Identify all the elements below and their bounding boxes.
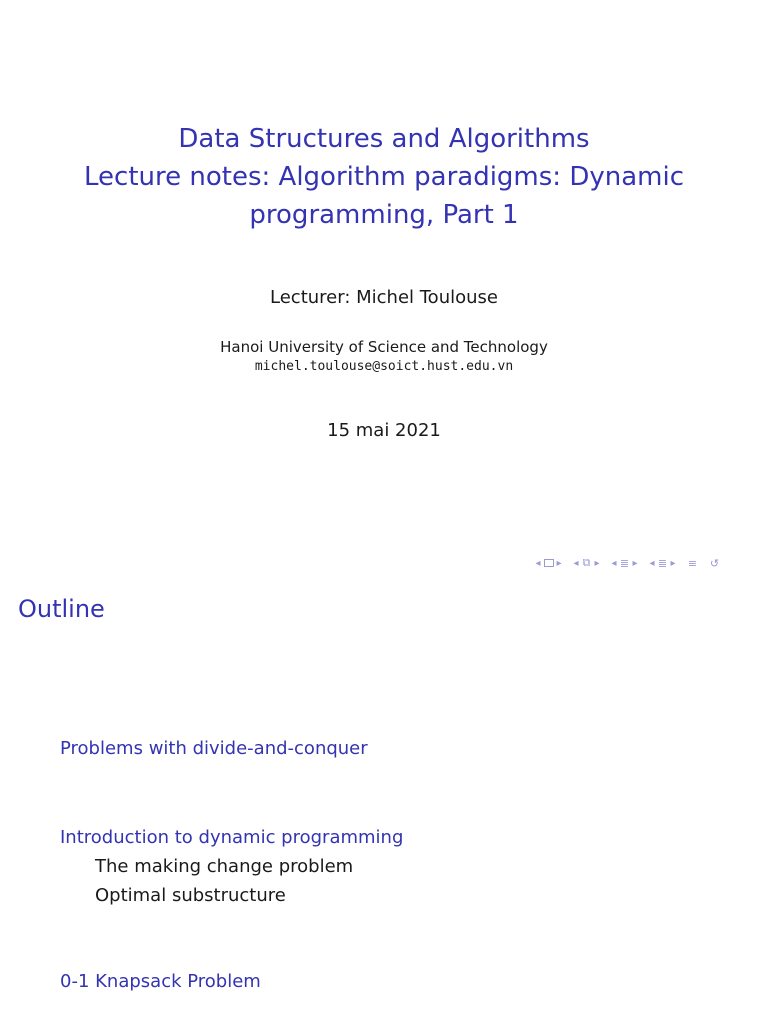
lecturer-name: Lecturer: Michel Toulouse — [270, 287, 498, 308]
lecturer-email: michel.toulouse@soict.hust.edu.vn — [254, 359, 514, 374]
nav-search-icon[interactable]: ↺ — [709, 556, 720, 570]
toc-section-dynamic-programming[interactable]: Introduction to dynamic programming — [60, 827, 404, 848]
toc-section-knapsack[interactable]: 0-1 Knapsack Problem — [60, 971, 261, 992]
toc-subsection-optimal-substructure[interactable]: Optimal substructure — [95, 885, 286, 906]
outline-slide — [0, 578, 768, 1024]
title-line-3: programming, Part 1 — [249, 200, 519, 230]
beamer-navigation-bar — [534, 554, 730, 572]
outline-title: Outline — [18, 595, 105, 623]
presentation-date: 15 mai 2021 — [327, 420, 441, 441]
toc-subsection-making-change[interactable]: The making change problem — [95, 856, 354, 877]
presentation-title — [0, 120, 768, 234]
institute-name: Hanoi University of Science and Technology — [220, 338, 548, 356]
toc-section-divide-and-conquer[interactable]: Problems with divide-and-conquer — [60, 738, 368, 759]
nav-align-icon[interactable]: ≡ — [687, 556, 698, 570]
nav-frame-icon[interactable]: ◂ ▸ — [535, 557, 562, 569]
nav-presentation-icon[interactable]: ◂ ≣ ▸ — [649, 556, 676, 570]
nav-section-icon[interactable]: ◂ ≣ ▸ — [611, 556, 638, 570]
title-line-2: Lecture notes: Algorithm paradigms: Dynamic — [84, 162, 684, 192]
nav-subsection-icon[interactable]: ◂ ⧉ ▸ — [573, 556, 600, 569]
title-line-1: Data Structures and Algorithms — [178, 124, 590, 154]
